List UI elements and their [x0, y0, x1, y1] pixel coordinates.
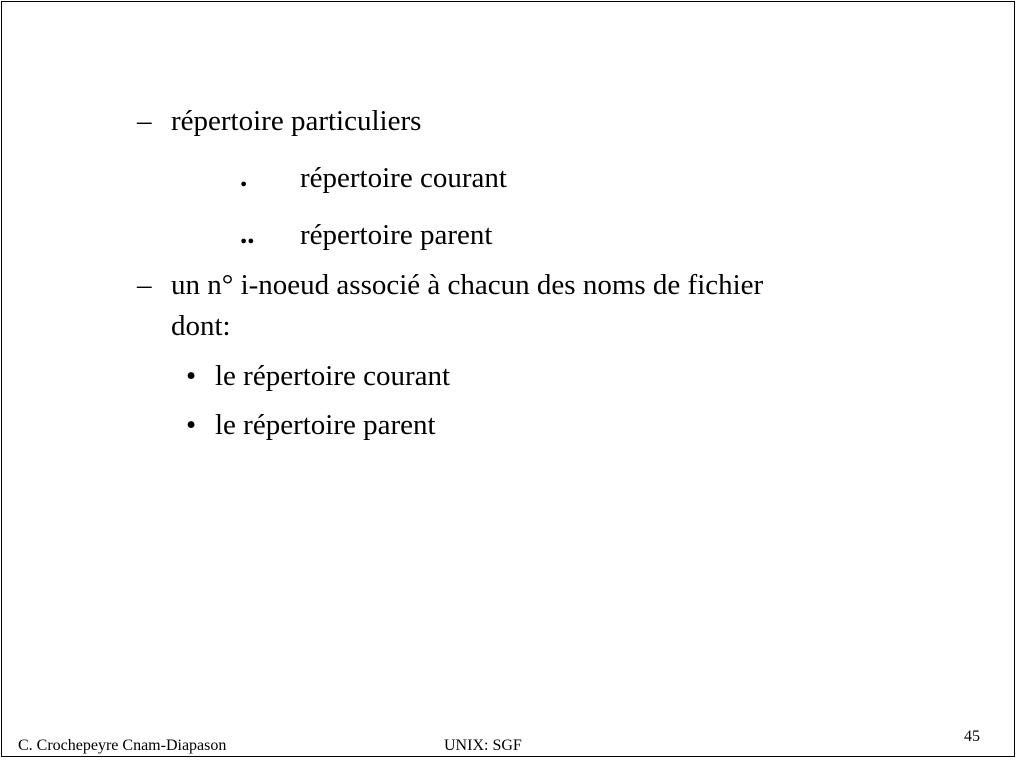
item-repertoire-particuliers: répertoire particuliers: [171, 105, 422, 137]
dot-current-dir-marker: .: [240, 161, 248, 193]
bullet-marker: •: [186, 360, 197, 392]
page-number: 45: [964, 728, 980, 745]
footer-author: C. Crochepeyre Cnam-Diapason: [18, 737, 227, 754]
dot-parent-dir-marker: ..: [240, 218, 255, 250]
sub-item-repertoire-courant: répertoire courant: [300, 162, 507, 194]
slide-frame: [1, 1, 1015, 757]
bullet-marker: •: [186, 409, 197, 441]
dash-marker: –: [137, 269, 152, 301]
sub-item-repertoire-parent: répertoire parent: [300, 219, 493, 251]
sub-item-le-repertoire-parent: le répertoire parent: [215, 409, 436, 441]
item-inode-line2: dont:: [171, 310, 231, 342]
sub-item-le-repertoire-courant: le répertoire courant: [215, 360, 451, 392]
item-inode-line1: un n° i-noeud associé à chacun des noms de fichier: [171, 269, 764, 301]
footer-title: UNIX: SGF: [444, 737, 522, 754]
dash-marker: –: [137, 105, 152, 137]
